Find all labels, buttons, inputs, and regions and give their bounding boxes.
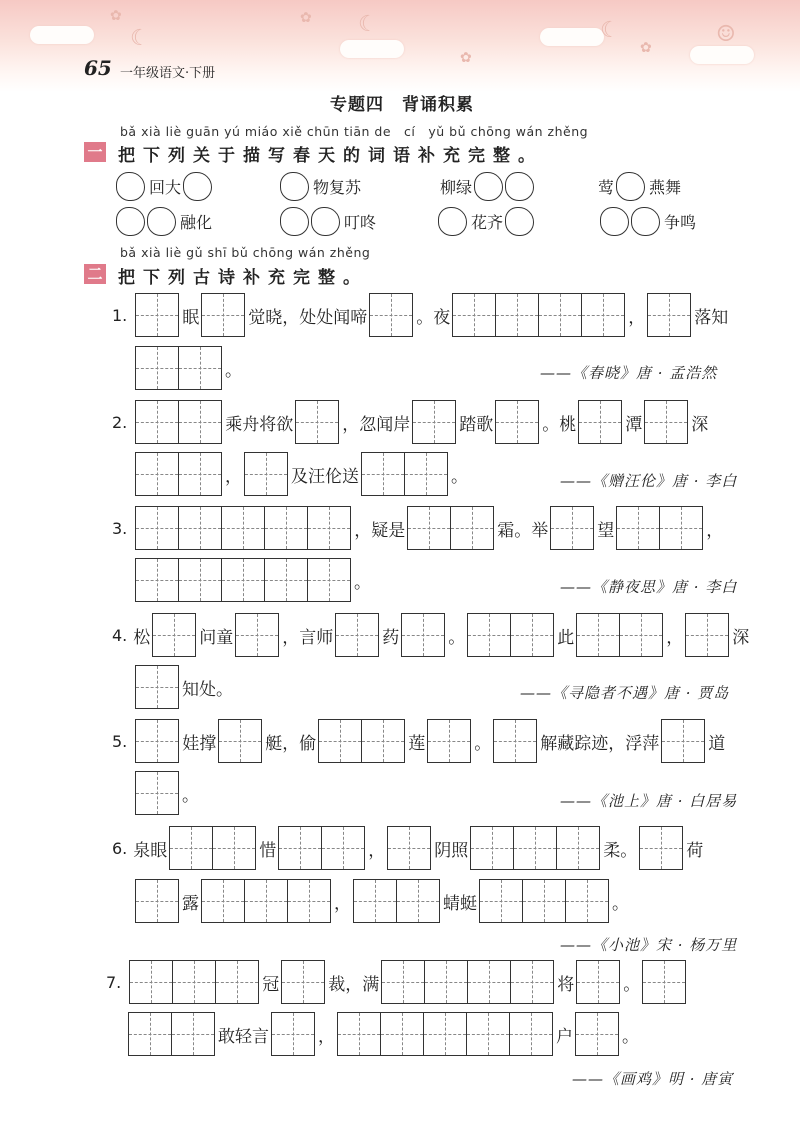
answer-box-group[interactable] [282,960,325,1004]
page-number: 65 [84,56,112,80]
answer-box-group[interactable] [576,1012,619,1056]
poem-text: 。 [612,893,629,914]
answer-box-group[interactable] [136,558,351,602]
answer-box-group[interactable] [202,879,331,923]
poem-text: 敢轻言 [218,1026,269,1047]
poem-text: 深 [691,414,709,435]
question-number: 2. [112,412,128,432]
answer-box-group[interactable] [577,960,620,1004]
moon-icon: ☾ [358,12,378,37]
poem-source: ——《小池》宋 · 杨万里 [560,936,738,954]
answer-box-group[interactable] [136,771,179,815]
poem-text: 莲 [408,733,426,754]
poem-text: 。 [448,627,466,648]
section1-number: 一 [84,142,106,162]
section1-pinyin: bǎ xià liè guān yú miáo xiě chūn tiān de cí yǔ bǔ chōng wán zhěng [120,124,589,139]
answer-box-group[interactable] [428,719,471,763]
answer-box-group[interactable] [494,719,537,763]
poem-source: ——《画鸡》明 · 唐寅 [572,1070,734,1088]
poem-line [133,879,629,923]
answer-box-group[interactable] [686,613,729,657]
poem-text: 道 [708,733,726,754]
poem-text: 眠 [182,307,200,328]
poem-text: ，言师 [282,627,334,648]
poem-text: 此 [557,627,575,648]
answer-box-group[interactable] [551,506,594,550]
word-item [438,172,536,201]
poem-text: 荷 [686,840,704,861]
poem-text: ， [225,466,242,487]
word-text: 融化 [180,213,213,232]
answer-box-group[interactable] [617,506,703,550]
poem-text: 深 [732,627,750,648]
poem-text: 露 [182,893,199,914]
answer-box-group[interactable] [170,826,256,870]
page-title: 专题四 背诵积累 [330,95,474,115]
answer-box-group[interactable] [388,826,431,870]
answer-box-group[interactable] [153,613,196,657]
answer-blank[interactable] [183,172,212,201]
question-number: 1. [112,305,128,325]
answer-box-group[interactable] [645,400,688,444]
poem-text: 望 [597,520,615,541]
word-text: 争鸣 [664,213,697,232]
poem-text: 柔。 [603,840,638,861]
poem-text: 。 [182,785,199,806]
poem-text: 落知 [694,307,729,328]
answer-blank[interactable] [600,207,629,236]
answer-box-group[interactable] [577,613,663,657]
answer-box-group[interactable] [338,1012,553,1056]
poem-source: ——《静夜思》唐 · 李白 [560,578,738,596]
poem-text: 泉眼 [133,840,168,861]
answer-box-group[interactable] [354,879,440,923]
answer-box-group[interactable] [468,613,554,657]
answer-box-group[interactable] [453,293,625,337]
poem-source: ——《池上》唐 · 白居易 [560,792,738,810]
poem-line [112,826,703,870]
poem-text: 松 [133,627,151,648]
word-item [116,207,214,236]
poem-text: 。 [451,466,468,487]
moon-icon: ☾ [130,26,150,51]
answer-blank[interactable] [280,172,309,201]
poem-line [112,293,728,337]
answer-box-group[interactable] [382,960,554,1004]
answer-blank[interactable] [116,207,145,236]
answer-box-group[interactable] [136,452,222,496]
word-text: 莺 [598,178,615,197]
answer-box-group[interactable] [370,293,413,337]
answer-box-group[interactable] [136,400,222,444]
poem-text: ，疑是 [354,520,406,541]
poem-line [133,558,371,602]
answer-blank[interactable] [280,207,309,236]
poem-line [133,665,233,709]
poem-text: 问童 [199,627,234,648]
poem-line [112,506,723,550]
answer-box-group[interactable] [202,293,245,337]
poem-text: 乘舟将欲 [225,414,294,435]
poem-line [133,452,468,496]
poem-line [112,719,725,763]
answer-box-group[interactable] [136,293,179,337]
word-text: 柳绿 [440,178,473,197]
answer-box-group[interactable] [496,400,539,444]
poem-text: 知处。 [182,679,233,700]
question-number: 7. [106,972,122,992]
answer-blank[interactable] [311,207,340,236]
answer-box-group[interactable] [662,719,705,763]
poem-text: 艇，偷 [265,733,317,754]
section2-number: 二 [84,264,106,284]
poem-text: 潭 [625,414,643,435]
word-item [600,207,698,236]
poem-text: ， [318,1026,335,1047]
poem-line [126,1012,639,1056]
poem-text: 踏歌 [459,414,494,435]
answer-box-group[interactable] [319,719,405,763]
poem-text: 药 [382,627,400,648]
answer-box-group[interactable] [245,452,288,496]
question-number: 5. [112,731,128,751]
poem-source: ——《寻隐者不遇》唐 · 贾岛 [520,684,730,702]
poem-text: 霜。举 [497,520,549,541]
word-item [596,172,683,201]
poem-text: 解藏踪迹，浮萍 [540,733,660,754]
answer-blank[interactable] [116,172,145,201]
answer-blank[interactable] [505,172,534,201]
answer-box-group[interactable] [643,960,686,1004]
poem-line [112,400,708,444]
answer-box-group[interactable] [136,665,179,709]
poem-text: 。 [354,572,371,593]
answer-box-group[interactable] [136,719,179,763]
answer-blank[interactable] [631,207,660,236]
word-text: 花齐 [471,213,504,232]
answer-box-group[interactable] [279,826,365,870]
answer-box-group[interactable] [296,400,339,444]
poem-text: 及汪伦送 [291,466,359,487]
poem-text: 。 [225,360,242,381]
book-title: 一年级语文·下册 [120,66,216,81]
star-icon: ✿ [640,40,652,56]
star-icon: ✿ [460,50,472,66]
poem-text: ， [334,893,351,914]
answer-blank[interactable] [505,207,534,236]
poem-source: ——《春晓》唐 · 孟浩然 [540,364,718,382]
word-text: 回大 [149,178,182,197]
answer-box-group[interactable] [336,613,379,657]
poem-text: ， [368,840,386,861]
answer-box-group[interactable] [408,506,494,550]
section2-instruction: 把下列古诗补充完整。 [118,268,368,288]
answer-box-group[interactable] [480,879,609,923]
poem-source: ——《赠汪伦》唐 · 李白 [560,472,738,490]
answer-blank[interactable] [616,172,645,201]
answer-box-group[interactable] [402,613,445,657]
poem-text: 。桃 [542,414,577,435]
question-number: 6. [112,838,128,858]
poem-text: ， [706,520,724,541]
poem-text: 户 [556,1026,573,1047]
answer-box-group[interactable] [130,960,259,1004]
answer-blank[interactable] [147,207,176,236]
answer-box-group[interactable] [579,400,622,444]
poem-text: 。 [474,733,492,754]
poem-text: ， [628,307,646,328]
section1-instruction: 把下列关于描写春天的词语补充完整。 [118,146,543,166]
answer-box-group[interactable] [136,346,222,390]
poem-text: 阴照 [434,840,469,861]
cloud-decoration [690,46,754,64]
answer-blank[interactable] [438,207,467,236]
face-icon: ☺ [716,22,736,47]
answer-box-group[interactable] [236,613,279,657]
word-text: 叮咚 [344,213,377,232]
answer-box-group[interactable] [272,1012,315,1056]
poem-text: 裁，满 [328,974,380,995]
poem-line [133,771,199,815]
cloud-decoration [540,28,604,46]
cloud-decoration [30,26,94,44]
word-text: 燕舞 [649,178,682,197]
poem-line [106,960,689,1004]
poem-text: 。 [623,974,641,995]
poem-text: 娃撑 [182,733,217,754]
answer-box-group[interactable] [640,826,683,870]
poem-text: ， [666,627,684,648]
star-icon: ✿ [110,8,122,24]
word-item [280,207,378,236]
poem-text: 将 [557,974,575,995]
section2-pinyin: bǎ xià liè gǔ shī bǔ chōng wán zhěng [120,245,371,260]
answer-box-group[interactable] [413,400,456,444]
answer-box-group[interactable] [648,293,691,337]
poem-line [112,613,749,657]
star-icon: ✿ [300,10,312,26]
poem-line [133,346,242,390]
word-text: 物复苏 [313,178,362,197]
poem-text: 。夜 [416,307,451,328]
question-number: 4. [112,625,128,645]
poem-text: 冠 [262,974,280,995]
answer-blank[interactable] [474,172,503,201]
word-item [280,172,363,201]
poem-text: 蜻蜓 [443,893,477,914]
answer-box-group[interactable] [219,719,262,763]
poem-text: ，忽闻岸 [342,414,411,435]
answer-box-group[interactable] [136,879,179,923]
cloud-decoration [340,40,404,58]
answer-box-group[interactable] [471,826,600,870]
answer-box-group[interactable] [129,1012,215,1056]
moon-icon: ☾ [600,18,620,43]
answer-box-group[interactable] [362,452,448,496]
poem-text: 觉晓，处处闻啼 [248,307,368,328]
word-item [438,207,536,236]
poem-text: 惜 [259,840,277,861]
question-number: 3. [112,518,128,538]
word-item [116,172,214,201]
answer-box-group[interactable] [136,506,351,550]
poem-text: 。 [622,1026,639,1047]
